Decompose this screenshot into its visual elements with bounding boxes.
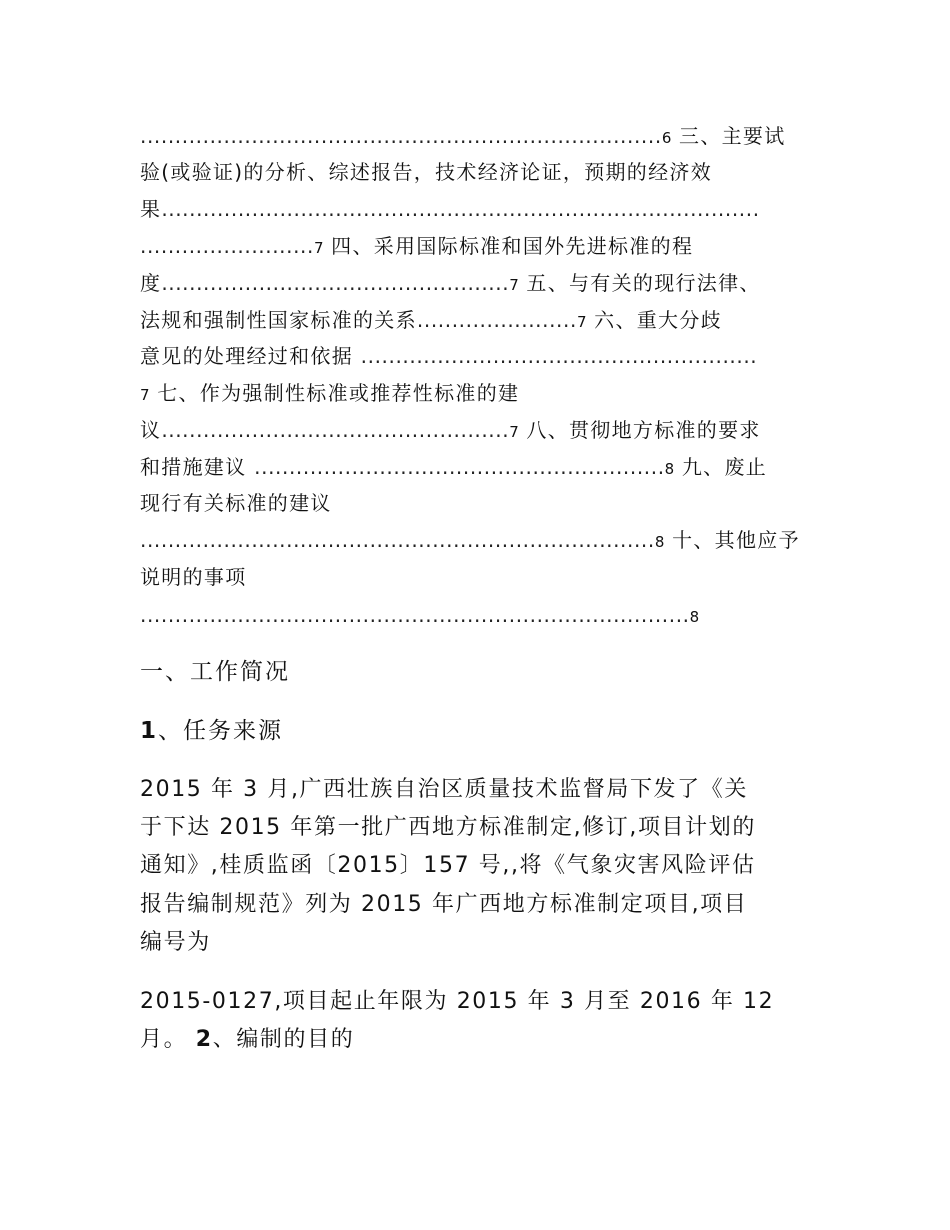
toc-entry-text: 六、重大分歧: [586, 308, 722, 332]
toc-line: [140, 559, 247, 595]
toc-page-number: 7: [313, 239, 324, 257]
paragraph-line: 编号为: [140, 930, 211, 955]
toc-entry-text: 十、其他应予: [664, 528, 800, 552]
paragraph-line: 通知》,桂质监函〔2015〕157 号,,将《气象灾害风险评估: [140, 853, 756, 878]
subsection-title: 、编制的目的: [212, 1027, 355, 1052]
paragraph-text: 月。: [140, 1027, 196, 1052]
toc-entry-text: 说明的事项: [140, 565, 247, 589]
toc-line: [140, 412, 761, 448]
toc-page-number: 7: [509, 423, 519, 441]
toc-line: [140, 375, 519, 411]
toc-line: [140, 265, 761, 301]
toc-leader-dots: .........................................................: [360, 344, 758, 368]
toc-entry-text: 四、采用国际标准和国外先进标准的程: [323, 234, 694, 258]
toc-leader-dots: .........................: [140, 234, 314, 258]
toc-leader-dots: .......................: [416, 308, 577, 332]
toc-entry-text: 三、主要试: [671, 124, 786, 148]
toc-leader-dots: ...............................................................................: [140, 603, 690, 627]
toc-entry-text: 意见的处理经过和依据: [140, 344, 361, 368]
toc-line: [140, 522, 800, 558]
toc-page-number: 6: [661, 129, 672, 147]
toc-entry-text: 八、贯彻地方标准的要求: [518, 418, 761, 442]
toc-line: [140, 228, 693, 264]
toc-leader-dots: ..........................................................................: [140, 528, 655, 552]
toc-entry-text: 九、废止: [674, 455, 768, 479]
paragraph-line: 报告编制规范》列为 2015 年广西地方标准制定项目,项目: [140, 892, 748, 917]
toc-entry-text: 和措施建议: [140, 455, 255, 479]
toc-entry-text: 法规和强制性国家标准的关系: [140, 308, 417, 332]
toc-line: [140, 118, 786, 154]
toc-entry-text: 五、与有关的现行法律、: [518, 271, 761, 295]
subsection-heading-task-source: [140, 713, 283, 749]
toc-page-number: 7: [576, 313, 587, 331]
subsection-number: 1: [140, 718, 159, 744]
toc-page-number: 7: [140, 386, 150, 404]
toc-page-number: 8: [654, 533, 665, 551]
section-heading: 一、工作简况: [140, 659, 290, 685]
toc-entry-text: 现行有关标准的建议: [140, 491, 332, 515]
toc-page-number: 8: [664, 460, 675, 478]
toc-line: [140, 191, 760, 227]
paragraph-line: 2015-0127,项目起止年限为 2015 年 3 月至 2016 年 12: [140, 989, 775, 1014]
toc-page-number: 7: [509, 276, 519, 294]
toc-page-number: 8: [689, 608, 700, 626]
toc-line: [140, 597, 699, 633]
toc-line: [140, 302, 722, 338]
paragraph-line: 于下达 2015 年第一批广西地方标准制定,修订,项目计划的: [140, 815, 756, 840]
toc-line: [140, 154, 712, 190]
toc-line: [140, 338, 757, 374]
subsection-number: 2: [195, 1027, 213, 1052]
toc-leader-dots: ..................................................: [161, 271, 510, 295]
toc-leader-dots: ...........................................................: [254, 455, 665, 479]
toc-leader-dots: ..................................................: [161, 418, 510, 442]
toc-entry-text: 度: [140, 271, 162, 295]
paragraph-line: [140, 1022, 354, 1058]
toc-entry-text: 七、作为强制性标准或推荐性标准的建: [149, 381, 520, 405]
toc-line: [140, 485, 332, 521]
toc-entry-text: 验(或验证)的分析、综述报告，技术经济论证，预期的经济效: [140, 160, 713, 184]
toc-line: [140, 449, 767, 485]
toc-entry-text: 议: [140, 418, 162, 442]
toc-leader-dots: ...........................................................................: [140, 124, 662, 148]
subsection-title: 、任务来源: [158, 718, 284, 744]
toc-entry-text: 果: [140, 197, 162, 221]
toc-leader-dots: ......................................................................................: [161, 197, 760, 221]
paragraph-line: 2015 年 3 月,广西壮族自治区质量技术监督局下发了《关: [140, 777, 748, 802]
